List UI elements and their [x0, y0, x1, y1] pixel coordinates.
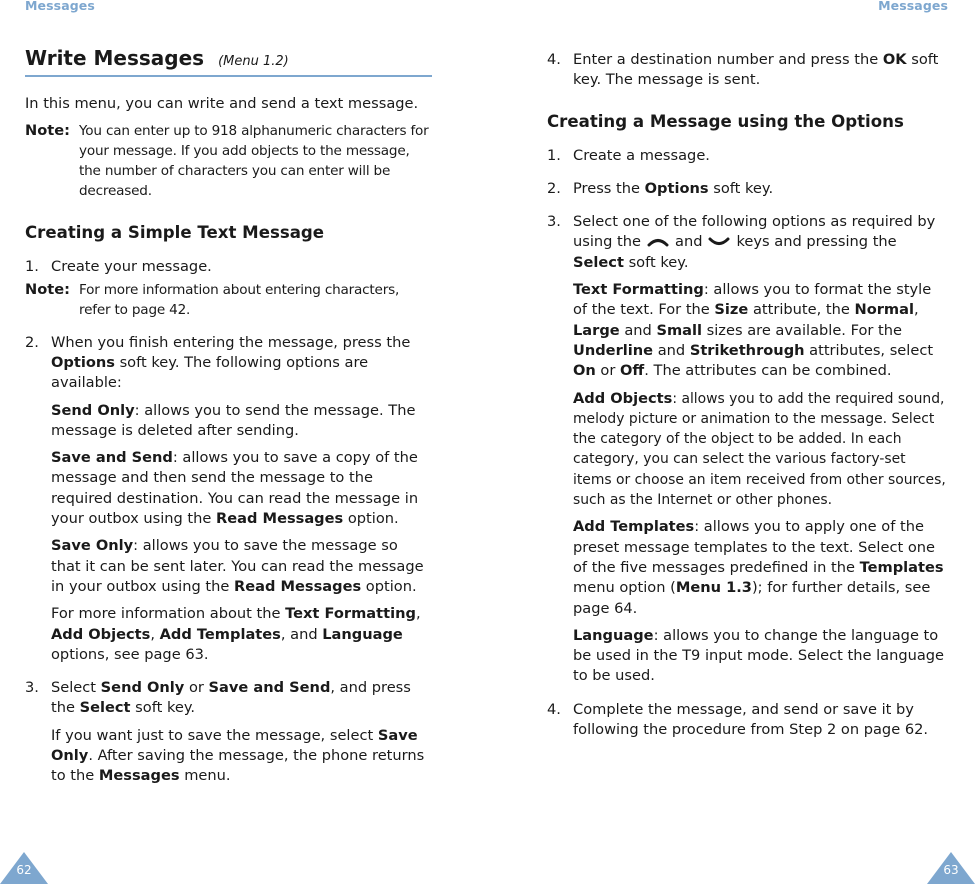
intro-paragraph: In this menu, you can write and send a text message. — [25, 95, 419, 113]
note-text: For more information about entering characters, refer to page 42. — [79, 282, 400, 319]
options-step-4: 4. Complete the message, and send or save it by following the procedure from Step 2 on page 62. — [547, 700, 929, 739]
options-step-3: 3. Select one of the following options as required by using the and keys and pressing the Select soft key. Text Formatting: allows you to format the style of the text. For the Size attribute, the Normal, Large and Small sizes are available. For the Underline and Strikethrough attributes, select On or Off. The attributes can be combined. Add Objects: allows you to add the required sound, melody picture or animation to the message. Select the category of the object to be added. In each category, you can select the various factory-set items or choose an item received from other sources, such as the Internet or other phones. Add Templates: allows you to apply one of the preset message templates to the text. Select one of the five messages predefined in the Templates menu option (Menu 1.3); for further details, see page 64. Language: allows you to change the language to be used in the T9 input mode. Select the language to be used. — [547, 212, 947, 687]
page-number-tab-left — [0, 852, 48, 884]
running-head-left: Messages — [25, 0, 95, 13]
option-save-and-send: Save and Send: allows you to save a copy of the message and then send the message to the required destination. You can read the message in your outbox using the Read Messages option. — [51, 449, 419, 528]
section-heading-simple-text: Creating a Simple Text Message — [25, 222, 325, 242]
page-number-tab-right — [927, 852, 975, 884]
page-number-right: 63 — [943, 863, 959, 877]
option-add-templates: Add Templates: allows you to apply one of the preset message templates to the text. Select one of the five messages predefined in the Templates menu option (Menu 1.3); for further details, see page 64. — [573, 518, 944, 617]
options-step-2: 2. Press the Options soft key. — [547, 179, 774, 197]
page-title: Write Messages — [25, 46, 205, 70]
note-label: Note: — [25, 281, 70, 299]
page-number-left: 62 — [16, 863, 32, 877]
menu-reference: (Menu 1.2) — [218, 54, 289, 69]
right-column — [547, 50, 947, 753]
left-column — [25, 48, 432, 800]
section-heading-options: Creating a Message using the Options — [547, 111, 904, 131]
nav-down-key-icon — [708, 237, 730, 247]
running-head-right: Messages — [878, 0, 948, 13]
options-step-3-text: Select one of the following options as required by using the and keys and pressing the Select soft key. — [573, 213, 936, 271]
step-3-select: 3. Select Send Only or Save and Send, and press the Select soft key. If you want just to save the message, select Save Only. After saving the message, the phone returns to the Messages menu. — [25, 678, 432, 786]
note-entering-characters — [25, 280, 432, 321]
step-2-text: When you finish entering the message, press the Options soft key. The following options are available: — [51, 333, 411, 392]
step-2-options: 2. When you finish entering the message, press the Options soft key. The following options are available: Send Only: allows you to send the message. The message is deleted after sending. Save and Send: allows you to save a copy of the message and then send the message to the required destination. You can read the message in your outbox using the Read Messages option. Save Only: allows you to save the message so that it can be sent later. You can read the message in your outbox using the Read Messages option. For more information about the Text Formatting, Add Objects, Add Templates, and Language options, see page 63. — [25, 333, 432, 665]
note-text: You can enter up to 918 alphanumeric characters for your message. If you add objects to the message, the number of characters you can enter will be decreased. — [79, 122, 429, 200]
step-3-save-only-info: If you want just to save the message, select Save Only. After saving the message, the phone returns to the Messages menu. — [51, 726, 425, 785]
option-save-only: Save Only: allows you to save the message so that it can be sent later. You can read the message in your outbox using the Read Messages option. — [51, 537, 424, 595]
step-4-destination: 4. Enter a destination number and press the OK soft key. The message is sent. — [547, 51, 939, 89]
option-add-objects: Add Objects: allows you to add the required sound, melody picture or animation to the message. Select the category of the object to be added. In each category, you can select the various factory-set items or choose an item received from other sources, such as the Internet or other phones. — [573, 389, 946, 509]
nav-up-key-icon — [647, 237, 669, 247]
option-send-only: Send Only: allows you to send the message. The message is deleted after sending. — [51, 401, 416, 439]
note-label: Note: — [25, 121, 70, 139]
options-step-1: 1. Create a message. — [547, 146, 710, 164]
step-1-create-message: 1. Create your message. — [25, 257, 212, 275]
option-language: Language: allows you to change the language to be used in the T9 input mode. Select the language to be used. — [573, 626, 945, 685]
note-characters-limit — [25, 121, 432, 202]
step-3-text: Select Send Only or Save and Send, and press the Select soft key. — [51, 679, 411, 717]
title-row — [25, 48, 432, 77]
right-page — [488, 0, 975, 884]
option-text-formatting: Text Formatting: allows you to format the style of the text. For the Size attribute, the Normal, Large and Small sizes are available. For the Underline and Strikethrough attributes, select On or Off. The attributes can be combined. — [573, 281, 934, 380]
more-information: For more information about the Text Formatting, Add Objects, Add Templates, and Language options, see page 63. — [51, 605, 421, 663]
